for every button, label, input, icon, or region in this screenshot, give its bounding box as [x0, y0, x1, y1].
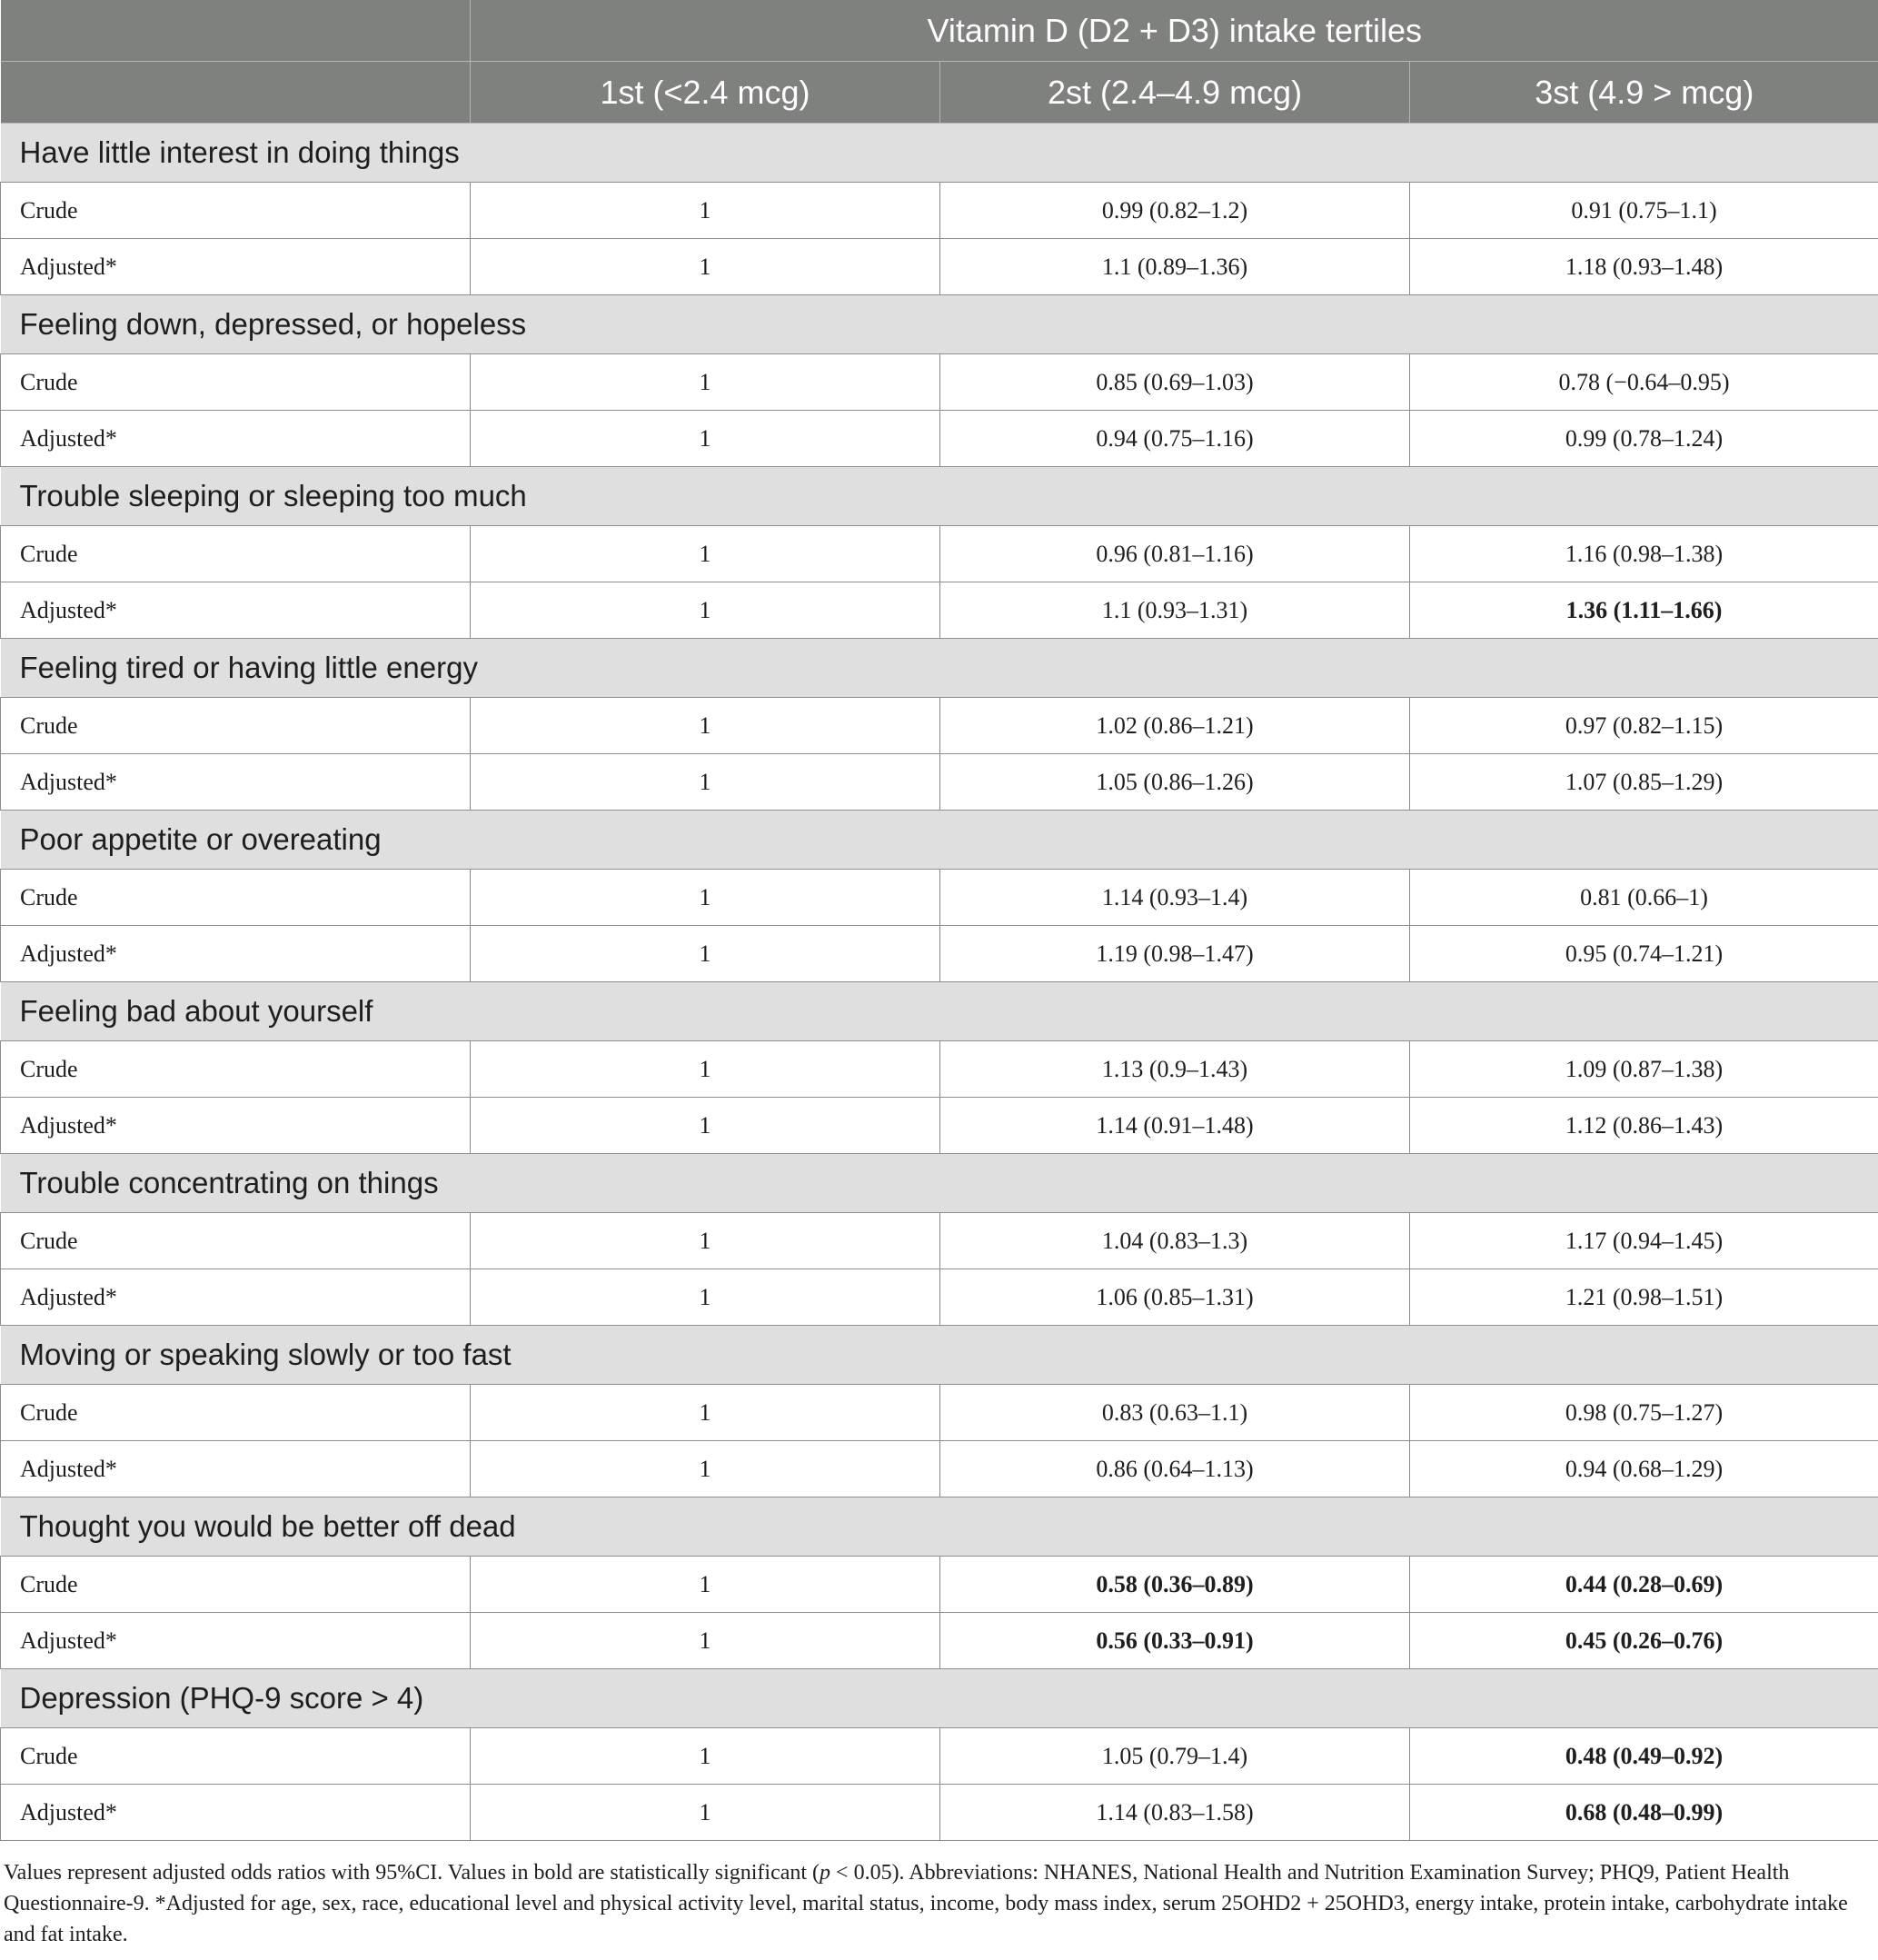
- value-cell-tertile-3: 0.68 (0.48–0.99): [1410, 1785, 1878, 1841]
- table-row: [1, 1385, 1878, 1441]
- table-row: [1, 1557, 1878, 1613]
- value-cell-tertile-1: 1: [471, 698, 940, 754]
- value-cell-tertile-3: 0.78 (−0.64–0.95): [1410, 354, 1878, 411]
- value-cell-tertile-1: 1: [471, 870, 940, 926]
- value-cell-tertile-3: 1.21 (0.98–1.51): [1410, 1269, 1878, 1326]
- table-row: [1, 1785, 1878, 1841]
- row-label: Crude: [1, 354, 471, 411]
- footnote-text-part1: Values represent adjusted odds ratios with 95%CI. Values in bold are statistically significant (: [4, 1861, 820, 1885]
- value-cell-tertile-3: 1.16 (0.98–1.38): [1410, 526, 1878, 582]
- row-label: Crude: [1, 1213, 471, 1269]
- value-cell-tertile-3: 0.97 (0.82–1.15): [1410, 698, 1878, 754]
- table-row: [1, 183, 1878, 239]
- section-header-row: [1, 467, 1878, 526]
- value-cell-tertile-3: 0.44 (0.28–0.69): [1410, 1557, 1878, 1613]
- row-label: Adjusted*: [1, 411, 471, 467]
- value-cell-tertile-2: 0.83 (0.63–1.1): [940, 1385, 1410, 1441]
- value-cell-tertile-2: 1.1 (0.89–1.36): [940, 239, 1410, 295]
- value-cell-tertile-1: 1: [471, 1557, 940, 1613]
- value-cell-tertile-2: 1.05 (0.86–1.26): [940, 754, 1410, 811]
- section-title: Feeling down, depressed, or hopeless: [1, 295, 1878, 354]
- value-cell-tertile-2: 0.56 (0.33–0.91): [940, 1613, 1410, 1669]
- table-row: [1, 239, 1878, 295]
- value-cell-tertile-1: 1: [471, 1785, 940, 1841]
- value-cell-tertile-2: 1.05 (0.79–1.4): [940, 1728, 1410, 1785]
- value-cell-tertile-2: 0.96 (0.81–1.16): [940, 526, 1410, 582]
- section-header-row: [1, 1669, 1878, 1728]
- footnote-text-part2: < 0.05). Abbreviations: NHANES, National Health and Nutrition Examination Survey; PHQ9, Patient Health Questionnaire-9. *Adjusted for age, sex, race, educational level and physical activity level, marital status, income, body mass index, serum 25OHD2 + 25OHD3, energy intake, protein intake, carbohydrate intake and fat intake.: [4, 1861, 1848, 1946]
- value-cell-tertile-3: 0.99 (0.78–1.24): [1410, 411, 1878, 467]
- value-cell-tertile-3: 0.98 (0.75–1.27): [1410, 1385, 1878, 1441]
- section-title: Moving or speaking slowly or too fast: [1, 1326, 1878, 1385]
- value-cell-tertile-3: 0.91 (0.75–1.1): [1410, 183, 1878, 239]
- table-footnote: [0, 1841, 1874, 1950]
- value-cell-tertile-3: 0.95 (0.74–1.21): [1410, 926, 1878, 982]
- table-row: [1, 698, 1878, 754]
- value-cell-tertile-3: 1.09 (0.87–1.38): [1410, 1041, 1878, 1098]
- value-cell-tertile-1: 1: [471, 1213, 940, 1269]
- table-row: [1, 1098, 1878, 1154]
- value-cell-tertile-1: 1: [471, 183, 940, 239]
- value-cell-tertile-1: 1: [471, 582, 940, 639]
- section-header-row: [1, 639, 1878, 698]
- value-cell-tertile-3: 1.18 (0.93–1.48): [1410, 239, 1878, 295]
- value-cell-tertile-3: 0.48 (0.49–0.92): [1410, 1728, 1878, 1785]
- value-cell-tertile-2: 1.06 (0.85–1.31): [940, 1269, 1410, 1326]
- table-row: [1, 411, 1878, 467]
- column-header-tertile-3: 3st (4.9 > mcg): [1410, 62, 1878, 124]
- table-row: [1, 1269, 1878, 1326]
- section-header-row: [1, 124, 1878, 183]
- value-cell-tertile-1: 1: [471, 1269, 940, 1326]
- row-label: Crude: [1, 183, 471, 239]
- section-title: Trouble concentrating on things: [1, 1154, 1878, 1213]
- row-label: Adjusted*: [1, 754, 471, 811]
- table-row: [1, 1613, 1878, 1669]
- table-row: [1, 354, 1878, 411]
- section-title: Trouble sleeping or sleeping too much: [1, 467, 1878, 526]
- value-cell-tertile-1: 1: [471, 526, 940, 582]
- value-cell-tertile-1: 1: [471, 1385, 940, 1441]
- value-cell-tertile-1: 1: [471, 1613, 940, 1669]
- header-blank-cell: [1, 62, 471, 124]
- table-row: [1, 926, 1878, 982]
- row-label: Adjusted*: [1, 582, 471, 639]
- section-title: Depression (PHQ-9 score > 4): [1, 1669, 1878, 1728]
- section-header-row: [1, 811, 1878, 870]
- row-label: Adjusted*: [1, 1613, 471, 1669]
- group-header: Vitamin D (D2 + D3) intake tertiles: [471, 0, 1878, 62]
- row-label: Adjusted*: [1, 1785, 471, 1841]
- value-cell-tertile-1: 1: [471, 1441, 940, 1497]
- group-header-row: [1, 0, 1878, 62]
- value-cell-tertile-3: 1.12 (0.86–1.43): [1410, 1098, 1878, 1154]
- value-cell-tertile-1: 1: [471, 411, 940, 467]
- value-cell-tertile-2: 1.19 (0.98–1.47): [940, 926, 1410, 982]
- value-cell-tertile-2: 1.04 (0.83–1.3): [940, 1213, 1410, 1269]
- table-row: [1, 526, 1878, 582]
- section-title: Have little interest in doing things: [1, 124, 1878, 183]
- value-cell-tertile-1: 1: [471, 754, 940, 811]
- table-row: [1, 1728, 1878, 1785]
- section-title: Thought you would be better off dead: [1, 1497, 1878, 1557]
- section-title: Feeling bad about yourself: [1, 982, 1878, 1041]
- row-label: Adjusted*: [1, 239, 471, 295]
- table-body: [1, 124, 1878, 1841]
- row-label: Crude: [1, 870, 471, 926]
- row-label: Crude: [1, 1041, 471, 1098]
- row-label: Adjusted*: [1, 926, 471, 982]
- row-label: Crude: [1, 1385, 471, 1441]
- footnote-p-symbol: p: [820, 1861, 831, 1885]
- value-cell-tertile-2: 1.14 (0.83–1.58): [940, 1785, 1410, 1841]
- row-label: Crude: [1, 1557, 471, 1613]
- value-cell-tertile-1: 1: [471, 926, 940, 982]
- row-label: Adjusted*: [1, 1098, 471, 1154]
- table-row: [1, 1041, 1878, 1098]
- value-cell-tertile-1: 1: [471, 1728, 940, 1785]
- column-header-tertile-1: 1st (<2.4 mcg): [471, 62, 940, 124]
- value-cell-tertile-3: 0.45 (0.26–0.76): [1410, 1613, 1878, 1669]
- value-cell-tertile-2: 1.02 (0.86–1.21): [940, 698, 1410, 754]
- value-cell-tertile-3: 1.17 (0.94–1.45): [1410, 1213, 1878, 1269]
- value-cell-tertile-2: 0.94 (0.75–1.16): [940, 411, 1410, 467]
- table-row: [1, 582, 1878, 639]
- column-header-tertile-2: 2st (2.4–4.9 mcg): [940, 62, 1410, 124]
- table-header: [1, 0, 1878, 124]
- row-label: Crude: [1, 698, 471, 754]
- value-cell-tertile-2: 1.14 (0.91–1.48): [940, 1098, 1410, 1154]
- value-cell-tertile-2: 1.13 (0.9–1.43): [940, 1041, 1410, 1098]
- value-cell-tertile-2: 0.86 (0.64–1.13): [940, 1441, 1410, 1497]
- value-cell-tertile-2: 0.58 (0.36–0.89): [940, 1557, 1410, 1613]
- value-cell-tertile-2: 0.85 (0.69–1.03): [940, 354, 1410, 411]
- row-label: Crude: [1, 1728, 471, 1785]
- value-cell-tertile-3: 0.94 (0.68–1.29): [1410, 1441, 1878, 1497]
- section-header-row: [1, 1326, 1878, 1385]
- row-label: Adjusted*: [1, 1441, 471, 1497]
- section-header-row: [1, 1154, 1878, 1213]
- value-cell-tertile-2: 1.1 (0.93–1.31): [940, 582, 1410, 639]
- value-cell-tertile-3: 1.07 (0.85–1.29): [1410, 754, 1878, 811]
- section-header-row: [1, 982, 1878, 1041]
- value-cell-tertile-3: 1.36 (1.11–1.66): [1410, 582, 1878, 639]
- value-cell-tertile-1: 1: [471, 1041, 940, 1098]
- table-row: [1, 870, 1878, 926]
- header-blank-cell: [1, 0, 471, 62]
- table-row: [1, 1213, 1878, 1269]
- section-header-row: [1, 1497, 1878, 1557]
- row-label: Adjusted*: [1, 1269, 471, 1326]
- table-row: [1, 754, 1878, 811]
- section-header-row: [1, 295, 1878, 354]
- section-title: Feeling tired or having little energy: [1, 639, 1878, 698]
- column-header-row: [1, 62, 1878, 124]
- value-cell-tertile-1: 1: [471, 1098, 940, 1154]
- value-cell-tertile-2: 0.99 (0.82–1.2): [940, 183, 1410, 239]
- section-title: Poor appetite or overeating: [1, 811, 1878, 870]
- value-cell-tertile-1: 1: [471, 239, 940, 295]
- row-label: Crude: [1, 526, 471, 582]
- value-cell-tertile-1: 1: [471, 354, 940, 411]
- table-row: [1, 1441, 1878, 1497]
- value-cell-tertile-2: 1.14 (0.93–1.4): [940, 870, 1410, 926]
- value-cell-tertile-3: 0.81 (0.66–1): [1410, 870, 1878, 926]
